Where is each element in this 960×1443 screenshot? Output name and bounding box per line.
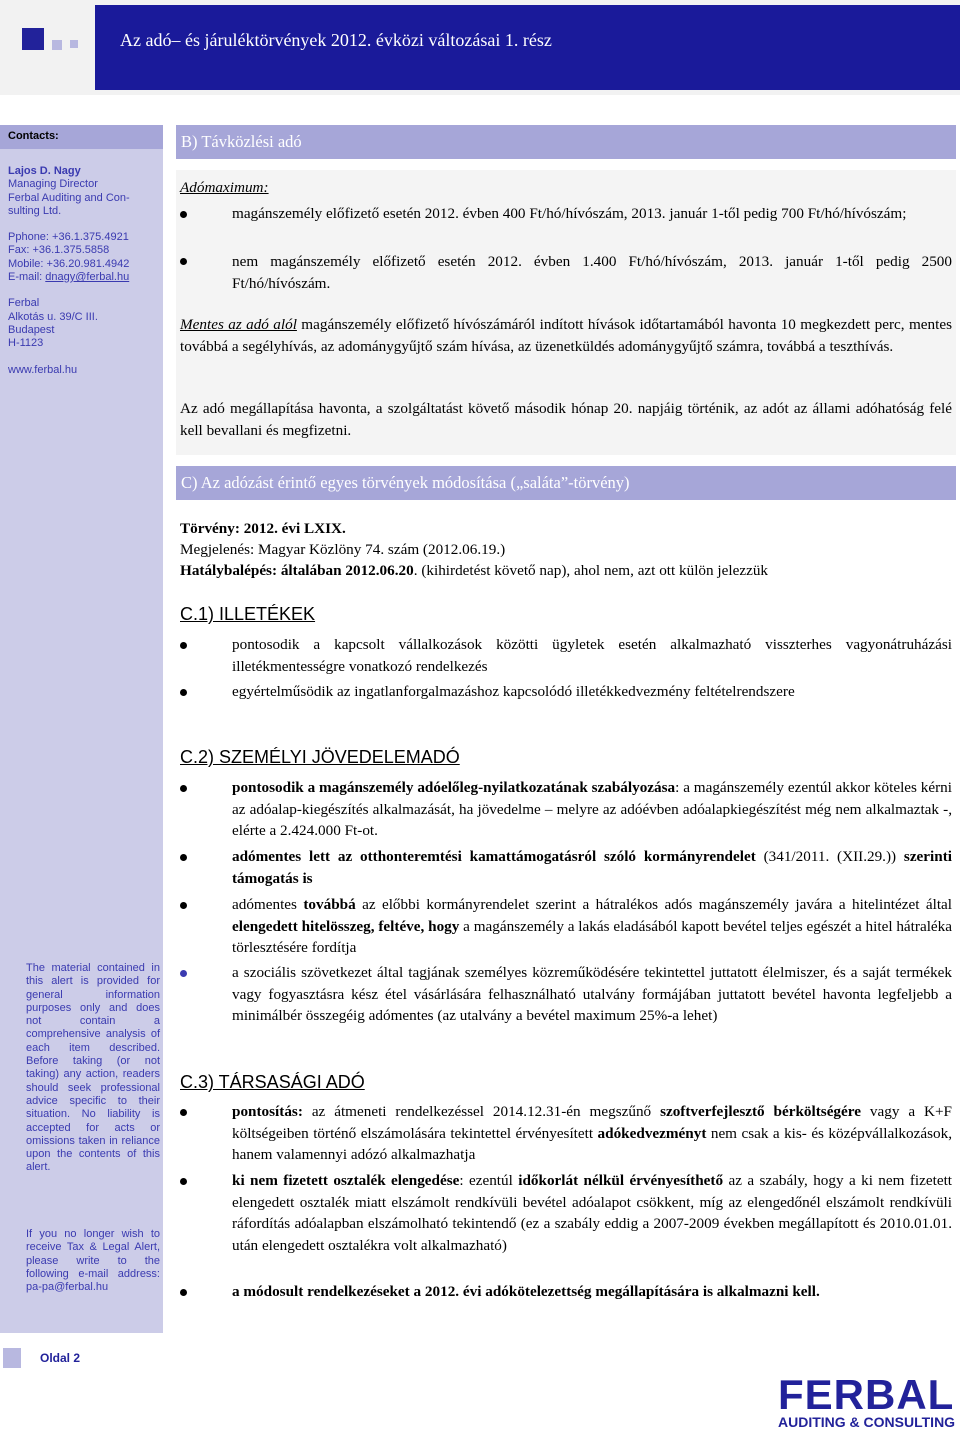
c1-item: pontosodik a kapcsolt vállalkozások közötti ügyletek esetén alkalmazható visszterhes vagyonátruházási illetékmentességre vonatkozó rendelkezés [232,636,952,675]
adomaximum-item: nem magánszemély előfizető esetén 2012. évben 1.400 Ft/hó/hívószám, 2013. január 1-től pedig 2500 Ft/hó/hívószám. [232,253,952,292]
mentes-paragraph: Mentes az adó alól magánszemély előfizető hívószámáról indított hívások időtartamából havonta 10 megkezdett perc, mentes továbbá a segélyhívás, az adománygyűjtő szám hívása, az üzenetküldés adománygyűjtő számra, továbbá a teszthívás. [180,316,952,355]
contact-line: Budapest [8,323,55,336]
decor-square-small-icon [52,40,62,50]
ferbal-logo-subtitle: AUDITING & CONSULTING [778,1414,956,1430]
contact-line: H-1123 [8,337,44,350]
contact-line: Ferbal [8,297,40,310]
contact-line: Managing Director [8,178,98,191]
mentes-label: Mentes az adó alól [180,316,297,333]
contact-email-row: E-mail: dnagy@ferbal.hu [8,271,130,284]
contact-block [8,165,158,377]
ferbal-logo: FERBAL [778,1371,955,1418]
adomaximum-item: magánszemély előfizető esetén 2012. évben 400 Ft/hó/hívószám, 2013. január 1-től pedig 700 Ft/hó/hívószám; [232,205,907,222]
page-title: Az adó– és járuléktörvények 2012. évközi változásai 1. rész [120,30,552,50]
section-b-title: B) Távközlési adó [181,132,302,151]
bullet-icon [180,642,187,649]
c1-heading: C.1) ILLETÉKEK [180,604,316,624]
c1-item: egyértelműsödik az ingatlanforgalmazáshoz kapcsolódó illetékkedvezmény feltételrendszere [232,683,795,700]
bullet-icon [180,689,187,696]
contact-line: Alkotás u. 39/C III. [8,310,98,323]
bullet-icon [180,258,187,265]
contact-phone: Pphone: +36.1.375.4921 [8,231,129,244]
publication-line: Megjelenés: Magyar Közlöny 74. szám (2012.06.19.) [180,541,506,558]
megallapitas-paragraph: Az adó megállapítása havonta, a szolgáltatást követő második hónap 20. napjáig történik, az adót az állami adóhatóság felé kell bevallani és megfizetni. [180,400,952,439]
footer-square-icon [3,1348,21,1368]
bullet-icon [180,970,187,977]
unsubscribe-text: If you no longer wish to receive Tax & Legal Alert, please write to the following e-mail address: pa-pa@ferbal.hu [26,1228,160,1294]
section-c-title: C) Az adózást érintő egyes törvények módosítása („saláta”-törvény) [181,473,630,492]
c3-item: pontosítás: az átmeneti rendelkezéssel 2014.12.31-én megszűnő szoftverfejlesztő bérköltségére vagy a K+F költségeiben történő elszámolására tekintettel érvényesített adókedvezményt nem csak a kis- és középvállalkozások, hanem valamennyi adózó alkalmazhatja [232,1103,952,1163]
contacts-title: Contacts: [8,130,59,142]
c3-item: ki nem fizetett osztalék elengedése: ezentúl időkorlát nélkül érvényesíthető az a szabály, hogy a ki nem fizetett elengedett osztalék miatt elszámolt rendkívüli bevétel adóalapot csökkent, míg az elengedőnél elszámolt rendkívüli ráfordítás adóalapban elszámolható tekintendő (ez a szabály eddig a 2007-2009 években megállapított és 2010.01.01. után elengedett osztalékra volt alkalmazható) [232,1172,953,1254]
email-link[interactable]: dnagy@ferbal.hu [45,271,130,284]
website-link[interactable]: www.ferbal.hu [8,363,78,376]
contact-line: Ferbal Auditing and Con- [8,191,130,204]
bullet-icon [180,1178,187,1185]
effective-line: Hatálybalépés: általában 2012.06.20. (kihirdetést követő nap), ahol nem, azt ott külön jelezzük [180,562,769,579]
bullet-icon [180,1109,187,1116]
law-line: Törvény: 2012. évi LXIX. [180,520,346,537]
disclaimer-text: The material contained in this alert is provided for general information purposes only and does not contain a comprehensive analysis of each item described. Before taking (or not taking) any action, readers should seek professional advice specific to their situation. No liability is accepted for acts or omissions taken in reliance upon the contents of this alert. [26,962,160,1174]
c3-item: a módosult rendelkezéseket a 2012. évi adókötelezettség megállapítására is alkalmazni kell. [232,1283,820,1300]
contact-mobile: Mobile: +36.20.981.4942 [8,257,130,270]
c3-heading: C.3) TÁRSASÁGI ADÓ [180,1072,365,1092]
contact-line: sulting Ltd. [8,204,62,217]
bullet-icon [180,211,187,218]
contact-name: Lajos D. Nagy [8,165,81,177]
bullet-icon [180,854,187,861]
contact-fax: Fax: +36.1.375.5858 [8,244,110,257]
c2-heading: C.2) SZEMÉLYI JÖVEDELEMADÓ [180,747,460,767]
c2-item: a szociális szövetkezet által tagjának személyes közreműködésére tekintettel juttatott élelmiszer, és a saját termékek vagy fogyasztásra kész étel vásárlására felhasználható utalvány formájában juttatott bevétel havonta legfeljebb a minimálbér összegéig adómentes (az utalvány a bevétel maximum 25%-a lehet) [232,964,952,1024]
c2-item: adómentes továbbá az előbbi kormányrendelet szerint a hátralékos adós magánszemély javára a hitelintézet által elengedett hitelösszeg, feltéve, hogy a magánszemély a lakás eladásából kapott bevétel teljes egészét a hitel hátraléka törlesztésére fordítja [232,896,953,956]
page-number: Oldal 2 [40,1351,81,1365]
bullet-icon [180,785,187,792]
decor-square-small-icon [70,40,78,48]
c2-item: pontosodik a magánszemély adóelőleg-nyilatkozatának szabályozása: a magánszemély ezentúl akkor köteles kérni az adóalap-kiegészítés alkalmazását, ha jövedelme – melyre az adóévben adóalapkiegészítést még nem alkalmaztak -, elérte a 2.424.000 Ft-ot. [232,779,952,839]
c2-item: adómentes lett az otthonteremtési kamattámogatásról szóló kormányrendelet (341/2011. (XII.29.)) szerinti támogatás is [232,848,952,887]
bullet-icon [180,902,187,909]
bullet-icon [180,1289,187,1296]
decor-square-icon [22,28,44,50]
adomaximum-label: Adómaximum: [180,179,269,196]
